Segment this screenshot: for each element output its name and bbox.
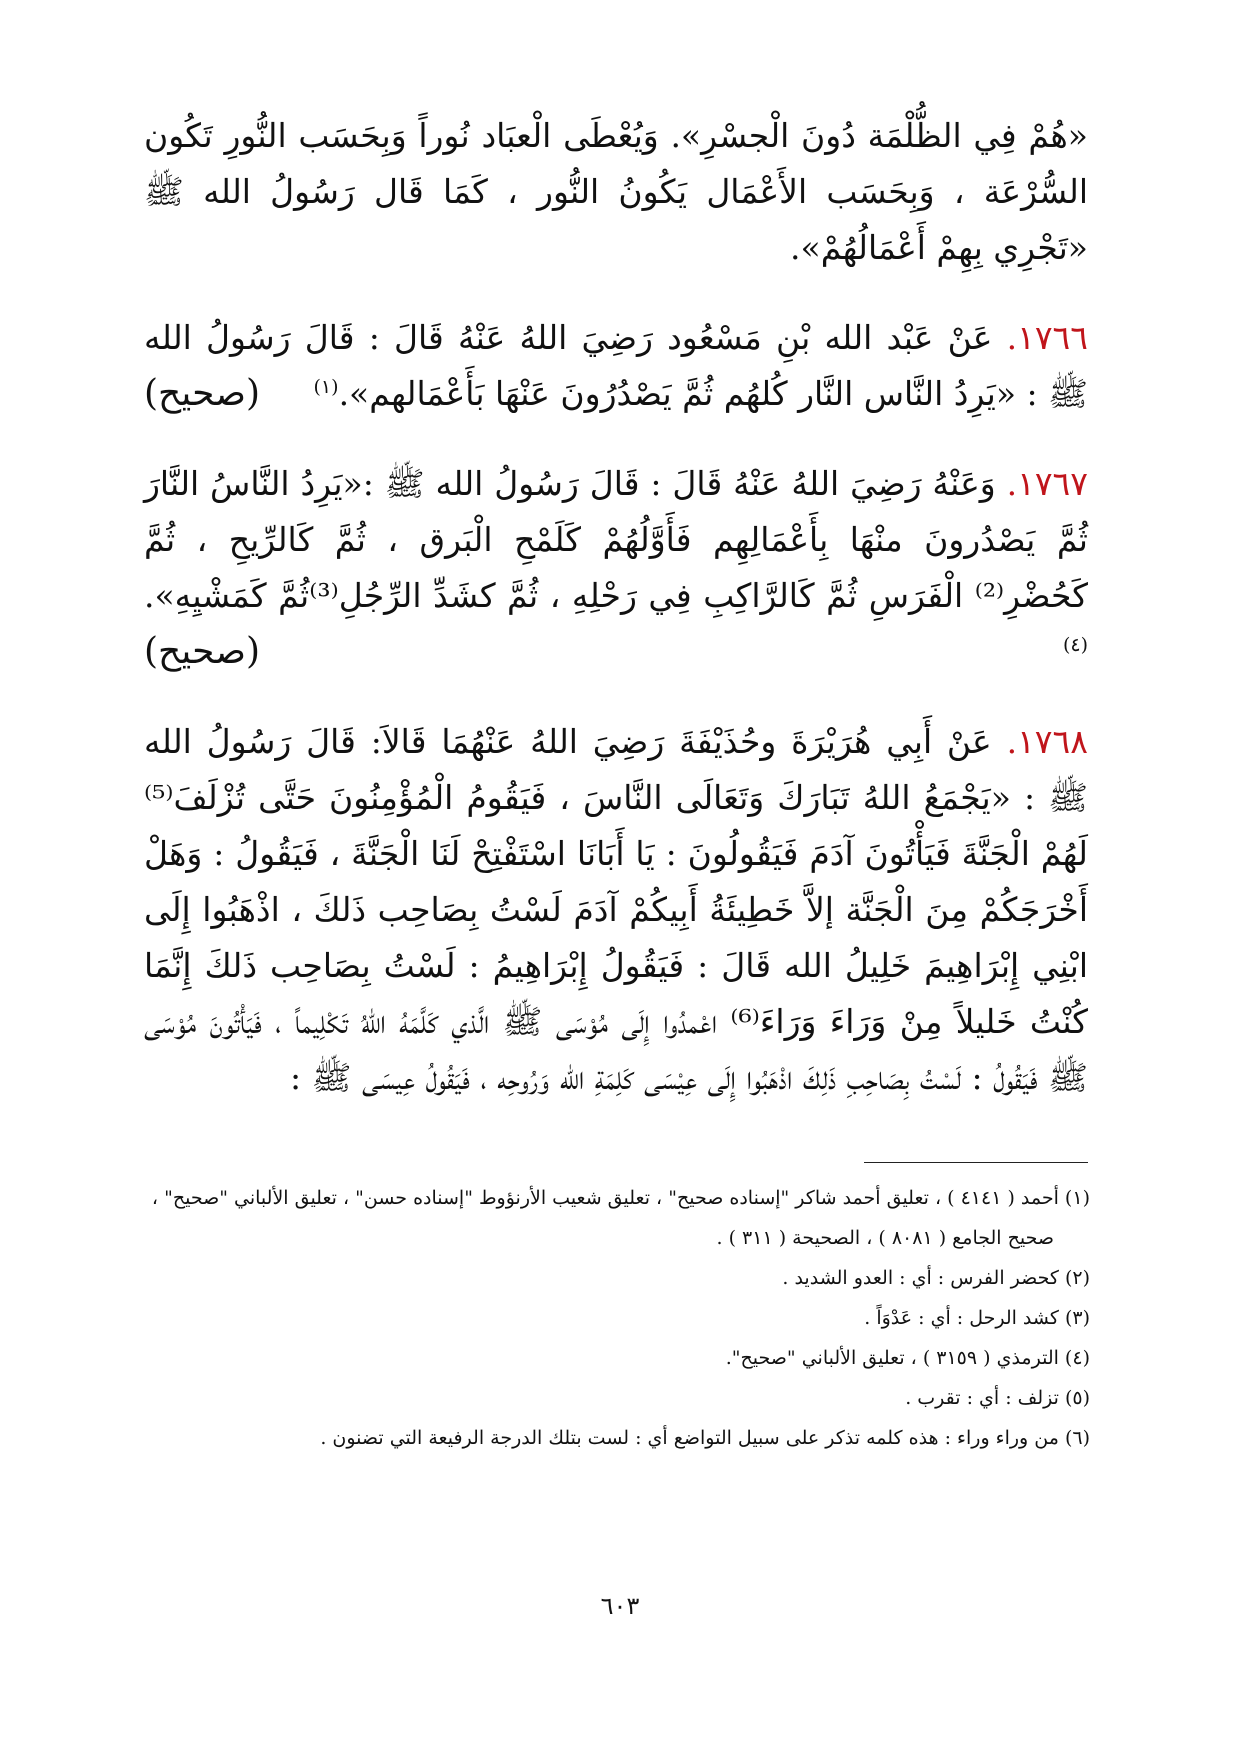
footnote-2 bbox=[150, 1258, 1090, 1298]
hadith-1767 bbox=[144, 456, 1088, 680]
footnote-text: (٥) تزلف : أي : تقرب . bbox=[905, 1387, 1090, 1409]
page-number: ٦٠٣ bbox=[600, 1592, 640, 1620]
footnote-text: (٣) كشد الرحل : أي : عَدْوَاً . bbox=[864, 1307, 1090, 1329]
paragraph-text: «هُمْ فِي الظُّلْمَة دُونَ الْجسْرِ». وَيُعْطَى الْعبَاد نُوراً وَبِحَسَب النُّورِ تَكُون السُّرْعَة ، وَبِحَسَب الأَعْمَال يَكُونُ النُّور ، كَمَا قَال رَسُولُ الله ﷺ «تَجْرِي بِهِمْ أَعْمَالُهُمْ». bbox=[144, 116, 1088, 267]
main-text bbox=[144, 108, 1088, 1140]
hadith-number: ١٧٦٨. bbox=[1006, 722, 1088, 761]
footnote-reference: (١) bbox=[313, 376, 339, 398]
footnotes bbox=[150, 1178, 1090, 1458]
hadith-1768 bbox=[144, 714, 1088, 1106]
paragraph-continuation bbox=[144, 108, 1088, 276]
footnote-text: صحيح الجامع ( ٨٠٨١ ) ، الصحيحة ( ٣١١ ) . bbox=[716, 1227, 1054, 1249]
footnote-text: (١) أحمد ( ٤١٤١ ) ، تعليق أحمد شاكر "إسناده صحيح" ، تعليق شعيب الأرنؤوط "إسناده حسن" ، تعليق الألباني "صحيح" ، bbox=[151, 1187, 1090, 1209]
hadith-text: عَنْ عَبْد الله بْنِ مَسْعُود رَضِيَ اللهُ عَنْهُ قَالَ : قَالَ رَسُولُ الله ﷺ : «يَرِدُ النَّاس النَّار كُلهُم ثُمَّ يَصْدُرُونَ عَنْهَا بَأَعْمَالهم». bbox=[144, 318, 1088, 413]
footnote-6 bbox=[150, 1418, 1090, 1458]
footnote-text: (٤) الترمذي ( ٣١٥٩ ) ، تعليق الألباني "صحيح". bbox=[725, 1347, 1090, 1369]
grade-label: (صحيح) bbox=[144, 373, 260, 414]
hadith-text: وَعَنْهُ رَضِيَ اللهُ عَنْهُ قَالَ : قَالَ رَسُولُ الله ﷺ :«يَرِدُ النَّاسُ النَّارَ ثُمَّ يَصْدُرونَ منْهَا بِأَعْمَالِهِم فَأَوَّلُهُمْ كَلَمْحِ الْبَرق ، ثُمَّ كَالرِّيحِ ، ثُمَّ كَحُضْرِ⁽²⁾ الْفَرَسِ ثُمَّ كَالرَّاكِبِ فِي رَحْلِهِ ، ثُمَّ كشَدِّ الرِّجُلِ⁽³⁾ثُمَّ كَمَشْيِهِ». bbox=[144, 464, 1088, 615]
hadith-text: عَنْ أَبِي هُرَيْرَةَ وحُذَيْفَةَ رَضِيَ اللهُ عَنْهُمَا قَالاَ: قَالَ رَسُولُ الله ﷺ : «يَجْمَعُ اللهُ تَبَارَكَ وَتَعَالَى النَّاسَ ، فَيَقُومُ الْمُؤْمِنُونَ حَتَّى تُزْلَفَ⁽⁵⁾لَهُمْ الْجَنَّةَ فَيَأْتُونَ آدَمَ فَيَقُولُونَ : يَا أَبَانَا اسْتَفْتِحْ لَنَا الْجَنَّةَ ، فَيَقُولُ : وَهَلْ أَخْرَجَكُمْ مِنَ الْجَنَّة إلاَّ خَطِيئَةُ أَبِيكُمْ آدَمَ لَسْتُ بِصَاحِب ذَلكَ ، اذْهَبُوا إِلَى ابْنِي إِبْرَاهِيمَ خَلِيلُ الله قَالَ : فَيَقُولُ إِبْرَاهِيمُ : لَسْتُ بِصَاحِب ذَلكَ إِنَّمَا كُنْتُ خَليلاً مِنْ وَرَاءَ وَرَاءَ⁽⁶⁾ اعْمدُوا إِلَى مُوْسَى ﷺ الَّذي كَلَّمَهُ اللهُ تَكْلِيماً ، فَيَأْتُونَ مُوْسَى ﷺ فَيَقُولُ : لَسْتُ بِصَاحِبِ ذَلِكَ اذْهَبُوا إِلَى عِيْسَى كَلِمَةِ الله وَرُوحِه ، فَيَقُولُ عِيسَى ﷺ : bbox=[144, 722, 1088, 1097]
grade-label: (صحيح) bbox=[144, 631, 260, 672]
footnote-1 bbox=[150, 1178, 1090, 1218]
footnote-1-continuation bbox=[150, 1218, 1090, 1258]
footnote-reference: (٤) bbox=[1062, 634, 1088, 656]
footnote-3 bbox=[150, 1298, 1090, 1338]
hadith-1766 bbox=[144, 310, 1088, 422]
footnote-text: (٢) كحضر الفرس : أي : العدو الشديد . bbox=[782, 1267, 1090, 1289]
hadith-number: ١٧٦٧. bbox=[1006, 464, 1088, 503]
footnote-4 bbox=[150, 1338, 1090, 1378]
hadith-number: ١٧٦٦. bbox=[1006, 318, 1088, 357]
footnote-text: (٦) من وراء وراء : هذه كلمه تذكر على سبيل التواضع أي : لست بتلك الدرجة الرفيعة التي تضنون . bbox=[320, 1427, 1090, 1449]
footnote-divider bbox=[864, 1162, 1088, 1163]
footnote-5 bbox=[150, 1378, 1090, 1418]
